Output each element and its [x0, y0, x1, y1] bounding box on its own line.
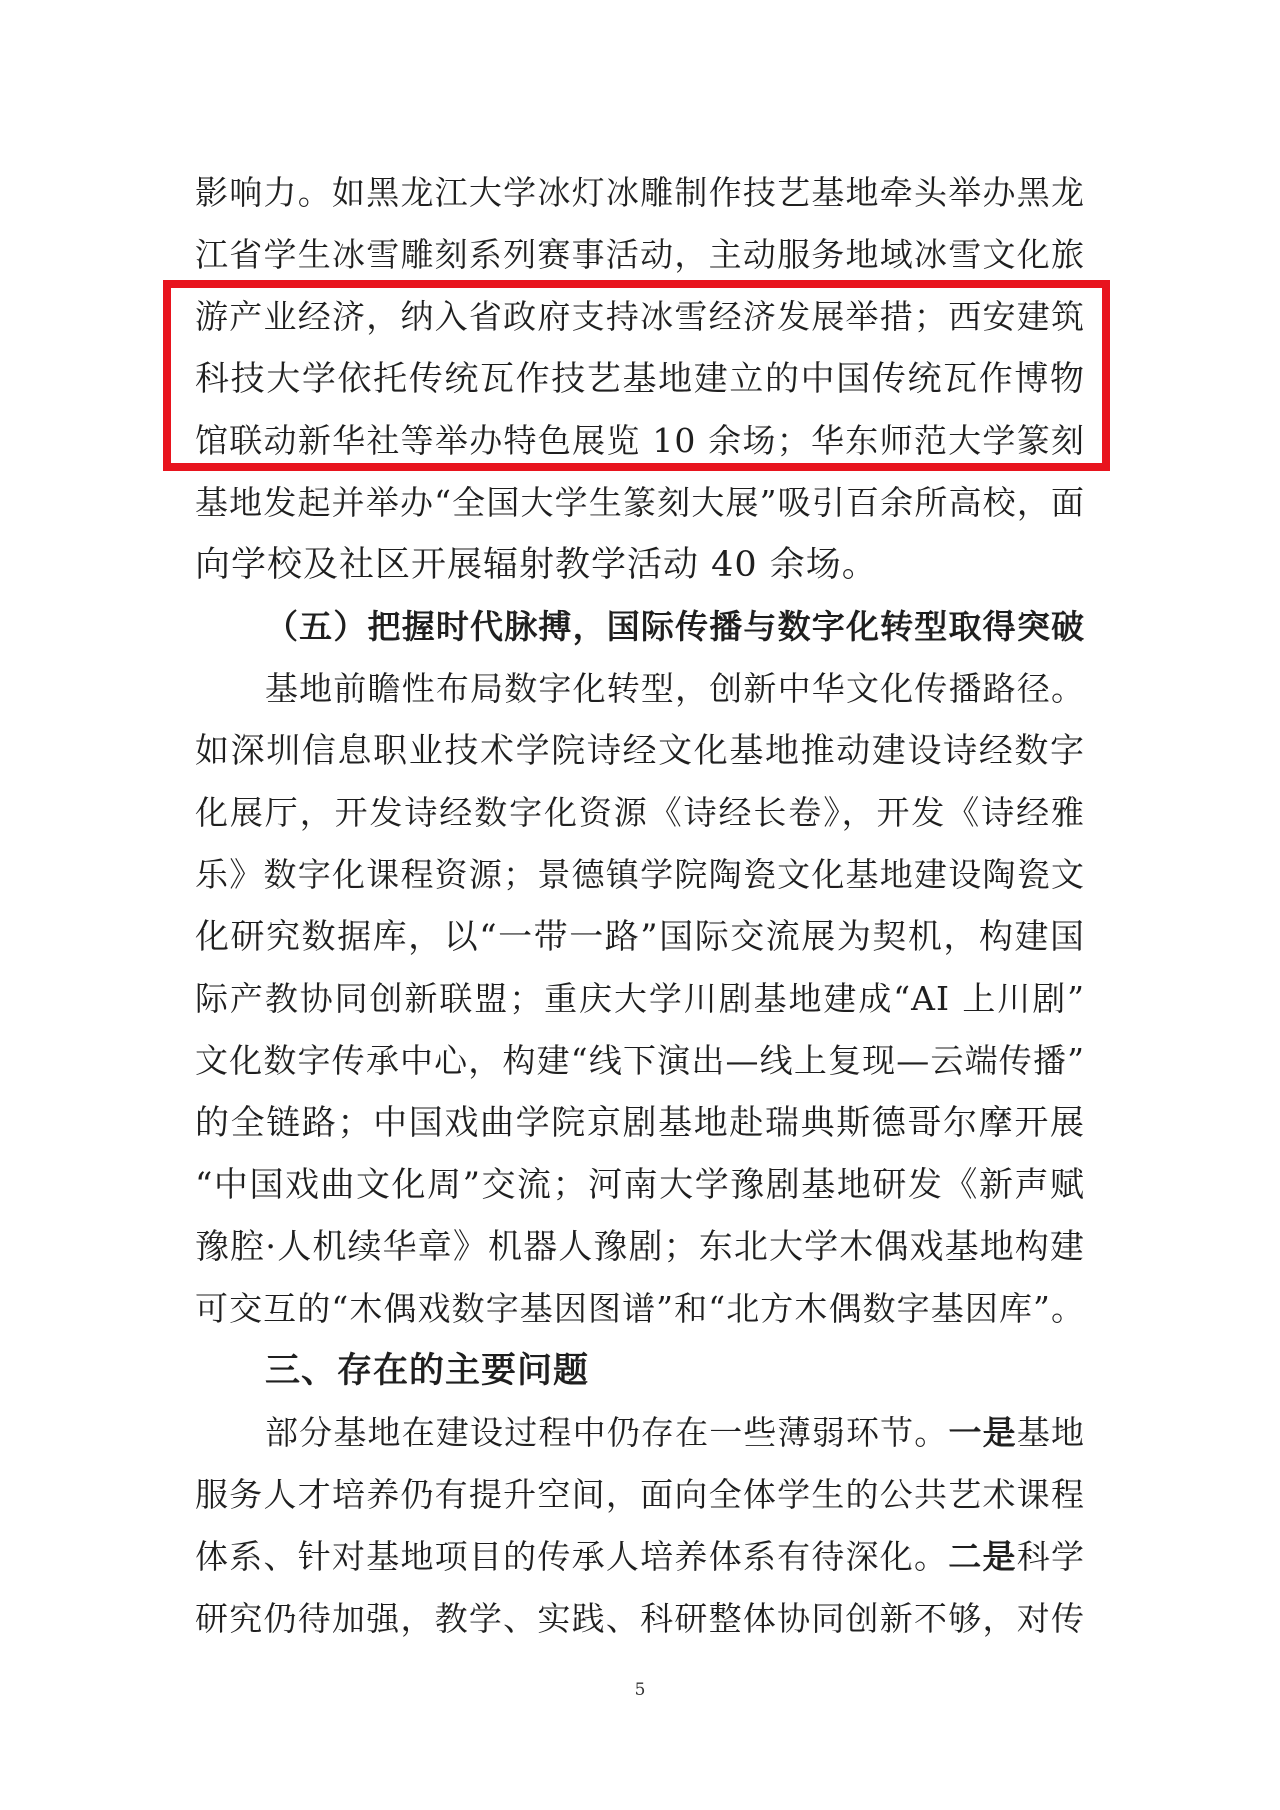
chapter-heading: 三、存在的主要问题 — [265, 1351, 590, 1391]
emphasis-text: 二是 — [948, 1537, 1017, 1576]
body-text-line: 江省学生冰雪雕刻系列赛事活动，主动服务地域冰雪文化旅 — [195, 235, 1085, 274]
red-highlight-box — [163, 280, 1110, 471]
body-text-line: 化展厅，开发诗经数字化资源《诗经长卷》，开发《诗经雅 — [195, 793, 1085, 832]
section-heading: （五）把握时代脉搏，国际传播与数字化转型取得突破 — [265, 607, 1085, 646]
text-run: 基地 — [1016, 1413, 1086, 1452]
text-run: 科学 — [1016, 1537, 1086, 1576]
body-text-line-mixed — [265, 1402, 1085, 1464]
page-number: 5 — [634, 1680, 646, 1700]
body-text-line: 乐》数字化课程资源；景德镇学院陶瓷文化基地建设陶瓷文 — [195, 855, 1085, 894]
body-text-line: 文化数字传承中心，构建“线下演出—线上复现—云端传播” — [195, 1041, 1085, 1080]
emphasis-text: 一是 — [948, 1413, 1017, 1452]
body-text-line: 可交互的“木偶戏数字基因图谱”和“北方木偶数字基因库”。 — [195, 1289, 1085, 1328]
body-text-line: 馆联动新华社等举办特色展览 10 余场；华东师范大学篆刻 — [195, 421, 1085, 460]
body-text-line: 如深圳信息职业技术学院诗经文化基地推动建设诗经数字 — [195, 731, 1085, 771]
body-text-line: 基地前瞻性布局数字化转型，创新中华文化传播路径。 — [265, 669, 1085, 708]
body-text-line: “中国戏曲文化周”交流；河南大学豫剧基地研发《新声赋 — [195, 1165, 1085, 1205]
body-text-line-mixed — [195, 1526, 1085, 1588]
text-run: 部分基地在建设过程中仍存在一些薄弱环节。 — [265, 1413, 949, 1452]
body-text-line: 的全链路；中国戏曲学院京剧基地赴瑞典斯德哥尔摩开展 — [195, 1103, 1085, 1143]
text-run: 体系、针对基地项目的传承人培养体系有待深化。 — [195, 1537, 949, 1576]
body-text-line: 影响力。如黑龙江大学冰灯冰雕制作技艺基地牵头举办黑龙 — [195, 173, 1085, 212]
body-text-line: 研究仍待加强，教学、实践、科研整体协同创新不够，对传 — [195, 1599, 1085, 1638]
body-text-line: 化研究数据库，以“一带一路”国际交流展为契机，构建国 — [195, 917, 1085, 957]
body-text-line: 游产业经济，纳入省政府支持冰雪经济发展举措；西安建筑 — [195, 297, 1085, 336]
body-text-line: 服务人才培养仍有提升空间，面向全体学生的公共艺术课程 — [195, 1475, 1085, 1514]
body-text-line: 基地发起并举办“全国大学生篆刻大展”吸引百余所高校，面 — [195, 483, 1085, 522]
body-text-line: 豫腔·人机续华章》机器人豫剧；东北大学木偶戏基地构建 — [195, 1227, 1085, 1267]
body-text-line: 科技大学依托传统瓦作技艺基地建立的中国传统瓦作博物 — [195, 359, 1085, 399]
body-text-line: 际产教协同创新联盟；重庆大学川剧基地建成“AI 上川剧” — [195, 979, 1085, 1018]
body-text-line: 向学校及社区开展辐射教学活动 40 余场。 — [195, 545, 878, 585]
